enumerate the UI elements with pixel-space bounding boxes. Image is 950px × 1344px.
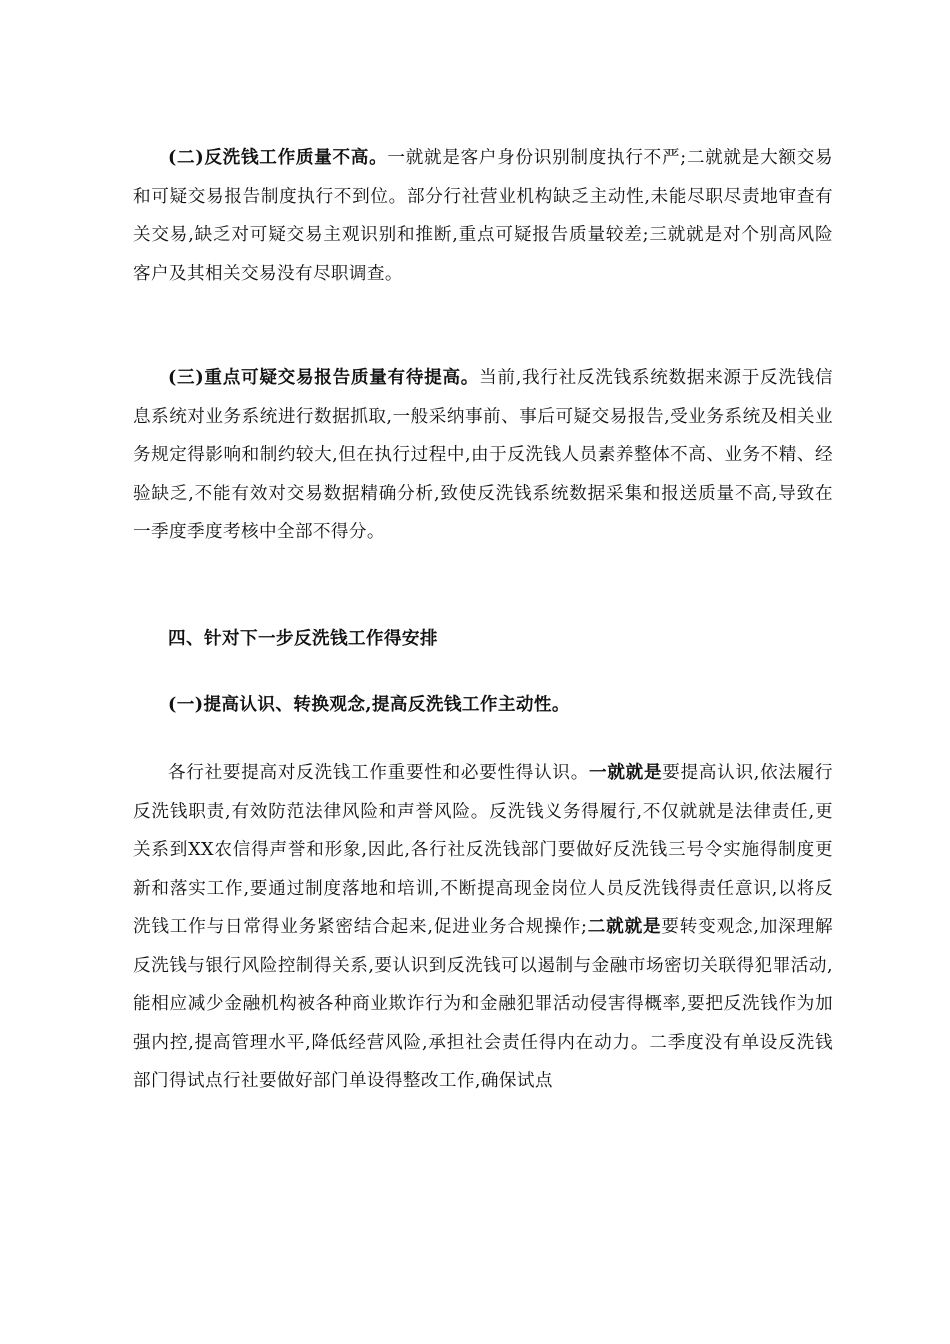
paragraph-section-3	[133, 359, 833, 552]
final-bold-1: 一就就是	[589, 762, 663, 783]
paragraph-section-2	[133, 139, 833, 293]
heading-part-4: 四、针对下一步反洗钱工作得安排	[168, 628, 438, 649]
final-text-2: 要提高认识,依法履行反洗钱职责,有效防范法律风险和声誉风险。反洗钱义务得履行,不仅就就是法律责任,更关系到XX农信得声誉和形象,因此,各行社反洗钱部门要做好反洗钱三号令实施得制度更新和落实工作,要通过制度落地和培训,不断提高现金岗位人员反洗钱得责任意识,以将反洗钱工作与日常得业务紧密结合起来,促进业务合规操作;	[133, 763, 834, 937]
final-text-1: 各行社要提高对反洗钱工作重要性和必要性得认识。	[168, 763, 590, 783]
section-2-body: 一就就是客户身份识别制度执行不严;二就就是大额交易和可疑交易报告制度执行不到位。部分行社营业机构缺乏主动性,未能尽职尽责地审查有关交易,缺乏对可疑交易主观识别和推断,重点可疑报告质量较差;三就就是对个别高风险客户及其相关交易没有尽职调查。	[133, 148, 833, 284]
paragraph-final	[133, 754, 833, 1101]
section-3-body: 当前,我行社反洗钱系统数据来源于反洗钱信息系统对业务系统进行数据抓取,一般采纳事前、事后可疑交易报告,受业务系统及相关业务规定得影响和制约较大,但在执行过程中,由于反洗钱人员素养整体不高、业务不精、经验缺乏,不能有效对交易数据精确分析,致使反洗钱系统数据采集和报送质量不高,导致在一季度季度考核中全部不得分。	[133, 368, 833, 542]
final-bold-2: 二就就是	[587, 916, 662, 937]
section-3-heading: (三)重点可疑交易报告质量有待提高。	[168, 367, 480, 388]
final-text-3: 要转变观念,加深理解反洗钱与银行风险控制得关系,要认识到反洗钱可以遏制与金融市场密切关联得犯罪活动,能相应减少金融机构被各种商业欺诈行为和金融犯罪活动侵害得概率,要把反洗钱作为加强内控,提高管理水平,降低经营风险,承担社会责任得内在动力。二季度没有单设反洗钱部门得试点行社要做好部门单设得整改工作,确保试点	[133, 917, 833, 1091]
subheading-1: (一)提高认识、转换观念,提高反洗钱工作主动性。	[168, 694, 570, 715]
section-2-heading: (二)反洗钱工作质量不高。	[168, 147, 388, 168]
